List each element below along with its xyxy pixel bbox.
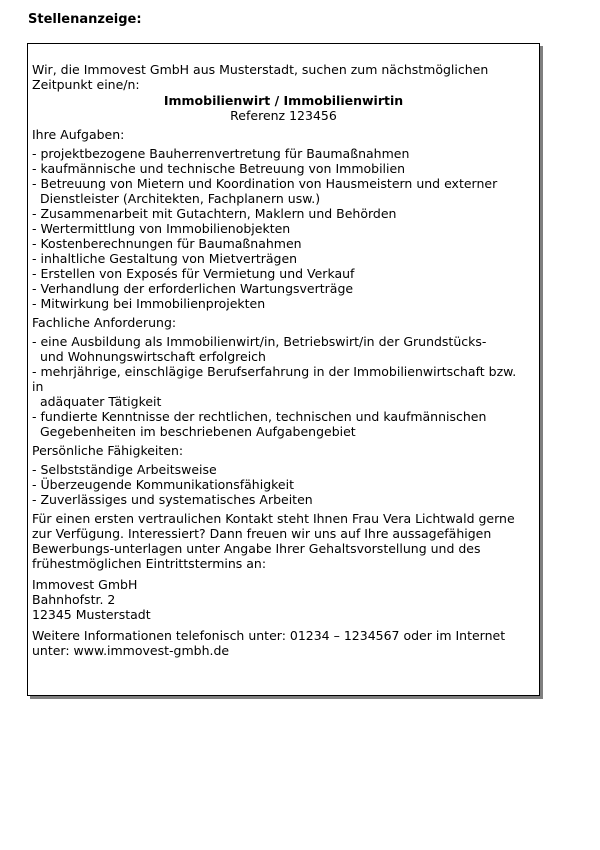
intro-line: Zeitpunkt eine/n: bbox=[32, 77, 140, 92]
skills-heading: Persönliche Fähigkeiten: bbox=[32, 443, 184, 458]
list-item: - Kostenberechnungen für Baumaßnahmen bbox=[32, 236, 302, 251]
list-item: - Wertermittlung von Immobilienobjekten bbox=[32, 221, 291, 236]
contact-line: Für einen ersten vertraulichen Kontakt steht Ihnen Frau Vera Lichtwald gerne bbox=[32, 511, 515, 526]
list-item: - eine Ausbildung als Immobilienwirt/in, Betriebswirt/in der Grundstücks- bbox=[32, 334, 487, 349]
list-item: - Zuverlässiges und systematisches Arbeiten bbox=[32, 492, 313, 507]
contact-line: Bewerbungs-unterlagen unter Angabe Ihrer Gehaltsvorstellung und des bbox=[32, 541, 481, 556]
tasks-list bbox=[32, 146, 535, 311]
contact-line: frühestmöglichen Eintrittstermins an: bbox=[32, 556, 267, 571]
list-item: - Selbstständige Arbeitsweise bbox=[32, 462, 217, 477]
list-item: in bbox=[32, 379, 44, 394]
list-item: - inhaltliche Gestaltung von Mietverträgen bbox=[32, 251, 298, 266]
more-info-line: unter: www.immovest-gmbh.de bbox=[32, 643, 230, 658]
list-item: - Betreuung von Mietern und Koordination von Hausmeistern und externer bbox=[32, 176, 498, 191]
list-item: - Mitwirkung bei Immobilienprojekten bbox=[32, 296, 266, 311]
job-title: Immobilienwirt / Immobilienwirtin bbox=[163, 93, 404, 108]
more-info-paragraph bbox=[32, 628, 535, 658]
list-item: - kaufmännische und technische Betreuung von Immobilien bbox=[32, 161, 406, 176]
list-item: - Verhandlung der erforderlichen Wartungsverträge bbox=[32, 281, 354, 296]
list-item: - Überzeugende Kommunikationsfähigkeit bbox=[32, 477, 294, 492]
list-item: Gegebenheiten im beschriebenen Aufgabengebiet bbox=[32, 424, 356, 439]
skills-list bbox=[32, 462, 535, 507]
list-item: adäquater Tätigkeit bbox=[32, 394, 162, 409]
requirements-heading: Fachliche Anforderung: bbox=[32, 315, 177, 330]
list-item: - projektbezogene Bauherrenvertretung für Baumaßnahmen bbox=[32, 146, 410, 161]
tasks-heading: Ihre Aufgaben: bbox=[32, 127, 125, 142]
list-item: - mehrjährige, einschlägige Berufserfahrung in der Immobilienwirtschaft bzw. bbox=[32, 364, 517, 379]
company-name: Immovest GmbH bbox=[32, 577, 138, 592]
list-item: - Zusammenarbeit mit Gutachtern, Maklern und Behörden bbox=[32, 206, 397, 221]
intro-text bbox=[32, 62, 535, 92]
job-ad-box bbox=[27, 43, 540, 696]
contact-line: zur Verfügung. Interessiert? Dann freuen wir uns auf Ihre aussagefähigen bbox=[32, 526, 492, 541]
page-heading: Stellenanzeige: bbox=[28, 12, 142, 27]
list-item: - Erstellen von Exposés für Vermietung und Verkauf bbox=[32, 266, 355, 281]
company-city: 12345 Musterstadt bbox=[32, 607, 151, 622]
list-item: und Wohnungswirtschaft erfolgreich bbox=[32, 349, 266, 364]
list-item: - fundierte Kenntnisse der rechtlichen, technischen und kaufmännischen bbox=[32, 409, 487, 424]
requirements-list bbox=[32, 334, 535, 439]
contact-paragraph bbox=[32, 511, 535, 571]
company-street: Bahnhofstr. 2 bbox=[32, 592, 116, 607]
more-info-line: Weitere Informationen telefonisch unter: 01234 – 1234567 oder im Internet bbox=[32, 628, 506, 643]
intro-line: Wir, die Immovest GmbH aus Musterstadt, suchen zum nächstmöglichen bbox=[32, 62, 489, 77]
job-reference: Referenz 123456 bbox=[230, 108, 337, 123]
company-address bbox=[32, 577, 535, 622]
list-item: Dienstleister (Architekten, Fachplanern usw.) bbox=[32, 191, 321, 206]
